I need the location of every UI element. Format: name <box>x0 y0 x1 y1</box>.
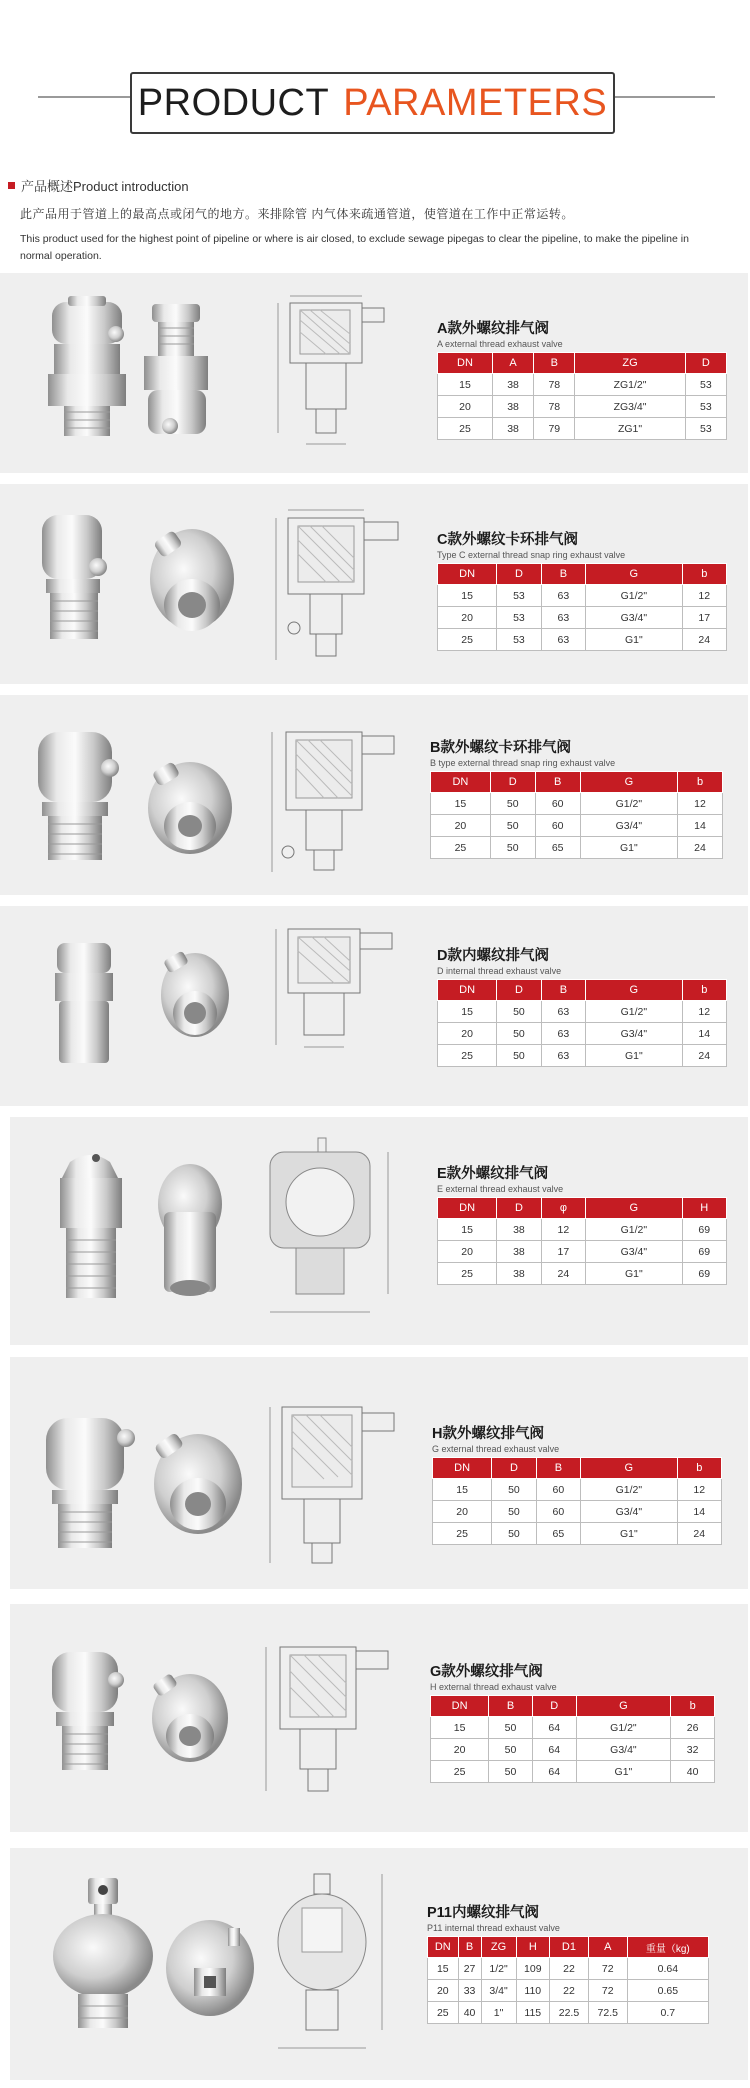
table-header: B <box>541 980 585 1001</box>
table-cell: 60 <box>536 1479 580 1501</box>
table-cell: 20 <box>438 1241 497 1263</box>
table-header: G <box>586 1198 682 1219</box>
table-header: DN <box>438 980 497 1001</box>
table-cell: 115 <box>516 2002 550 2024</box>
table-cell: 53 <box>685 396 726 418</box>
table-header: b <box>678 772 723 793</box>
table-row <box>428 1958 709 1980</box>
table-cell: 50 <box>489 1717 533 1739</box>
technical-drawing-d <box>268 915 418 1070</box>
intro-text-en: This product used for the highest point of pipeline or where is air closed, to exclude sewage pipegas to clear the pipeline, to make the pipeline in normal operation. <box>20 233 689 262</box>
table-row <box>431 1761 715 1783</box>
product-title: A款外螺纹排气阀 <box>437 321 549 337</box>
table-cell: 0.65 <box>627 1980 708 2002</box>
table-row <box>438 396 727 418</box>
table-cell: 27 <box>458 1958 481 1980</box>
table-header: G <box>586 564 682 585</box>
table-header: G <box>581 1458 677 1479</box>
table-cell: 109 <box>516 1958 550 1980</box>
table-cell: 63 <box>541 629 585 651</box>
technical-drawing-p11 <box>262 1868 402 2073</box>
table-cell: 50 <box>492 1501 536 1523</box>
table-row <box>438 418 727 440</box>
technical-drawing-a <box>260 288 420 465</box>
table-cell: ZG1" <box>575 418 685 440</box>
table-cell: 38 <box>497 1263 541 1285</box>
table-cell: 12 <box>682 1001 727 1023</box>
table-header: b <box>682 980 727 1001</box>
header-line-right <box>615 96 715 98</box>
table-cell: 22 <box>550 1958 589 1980</box>
table-cell: 15 <box>433 1479 492 1501</box>
table-cell: 14 <box>682 1023 727 1045</box>
spec-block-d <box>437 944 727 1067</box>
table-cell: 20 <box>438 396 493 418</box>
table-header: G <box>576 1696 671 1717</box>
table-cell: ZG3/4" <box>575 396 685 418</box>
product-introduction <box>8 176 743 265</box>
product-title: H款外螺纹排气阀 <box>432 1426 544 1442</box>
table-header: B <box>541 564 585 585</box>
table-header: H <box>682 1198 727 1219</box>
table-cell: 25 <box>438 1045 497 1067</box>
table-header: DN <box>438 353 493 374</box>
technical-drawing-h <box>262 1385 412 1590</box>
table-cell: 15 <box>431 1717 489 1739</box>
table-cell: G1/2" <box>576 1717 671 1739</box>
table-cell: G3/4" <box>586 1023 682 1045</box>
table-header: A <box>492 353 533 374</box>
table-cell: G3/4" <box>586 607 682 629</box>
table-cell: 24 <box>682 1045 727 1067</box>
table-row <box>433 1479 722 1501</box>
table-header: b <box>677 1458 722 1479</box>
table-cell: 20 <box>438 607 497 629</box>
table-cell: 0.64 <box>627 1958 708 1980</box>
spec-block-a <box>437 317 727 440</box>
product-subtitle: G external thread exhaust valve <box>432 1444 560 1454</box>
table-cell: 64 <box>532 1739 576 1761</box>
product-photo-p11 <box>48 1870 258 2060</box>
table-cell: 38 <box>492 418 533 440</box>
product-photo-a <box>40 290 260 465</box>
bullet-square-icon <box>8 182 15 189</box>
table-header: D <box>497 1198 541 1219</box>
table-header: ZG <box>481 1937 516 1958</box>
table-header-row <box>431 772 723 793</box>
table-cell: 65 <box>535 837 580 859</box>
table-header: D <box>532 1696 576 1717</box>
table-cell: 63 <box>541 1001 585 1023</box>
table-header: DN <box>433 1458 492 1479</box>
table-cell: 50 <box>497 1023 541 1045</box>
table-cell: G1/2" <box>586 1001 682 1023</box>
table-header: D <box>497 980 541 1001</box>
table-row <box>438 374 727 396</box>
table-cell: G1" <box>586 629 682 651</box>
product-title: P11内螺纹排气阀 <box>427 1905 539 1921</box>
table-cell: 50 <box>497 1045 541 1067</box>
table-cell: 25 <box>431 837 491 859</box>
table-cell: 20 <box>428 1980 459 2002</box>
table-cell: 63 <box>541 1023 585 1045</box>
spec-table-c <box>437 563 727 651</box>
table-row <box>438 1001 727 1023</box>
table-cell: 22 <box>550 1980 589 2002</box>
spec-table-d <box>437 979 727 1067</box>
valve-photo-icon <box>42 1638 242 1798</box>
table-row <box>438 585 727 607</box>
table-cell: 50 <box>490 793 535 815</box>
table-cell: 12 <box>541 1219 585 1241</box>
table-header: DN <box>431 1696 489 1717</box>
table-row <box>433 1501 722 1523</box>
table-cell: 24 <box>682 629 727 651</box>
table-cell: 72.5 <box>588 2002 627 2024</box>
table-cell: 65 <box>536 1523 580 1545</box>
table-cell: 72 <box>588 1980 627 2002</box>
table-header: B <box>534 353 575 374</box>
spec-table-g <box>430 1695 715 1783</box>
table-header: D1 <box>550 1937 589 1958</box>
table-cell: 20 <box>431 815 491 837</box>
table-cell: 60 <box>535 793 580 815</box>
table-cell: 50 <box>489 1761 533 1783</box>
table-cell: 14 <box>678 815 723 837</box>
table-cell: 78 <box>534 374 575 396</box>
table-cell: 24 <box>678 837 723 859</box>
table-cell: 63 <box>541 585 585 607</box>
spec-block-g <box>430 1660 715 1783</box>
table-cell: 38 <box>497 1241 541 1263</box>
table-cell: 26 <box>671 1717 715 1739</box>
spec-table-e <box>437 1197 727 1285</box>
product-photo-c <box>30 505 250 670</box>
product-subtitle: H external thread exhaust valve <box>430 1682 557 1692</box>
product-title: C款外螺纹卡环排气阀 <box>437 532 578 548</box>
table-cell: G1" <box>580 837 677 859</box>
table-header: D <box>490 772 535 793</box>
table-cell: 50 <box>490 815 535 837</box>
table-row <box>438 1241 727 1263</box>
table-cell: 33 <box>458 1980 481 2002</box>
title-word-parameters: PARAMETERS <box>343 81 608 124</box>
table-cell: 79 <box>534 418 575 440</box>
table-cell: G1" <box>581 1523 677 1545</box>
table-cell: 72 <box>588 1958 627 1980</box>
table-cell: 15 <box>438 585 497 607</box>
intro-heading-text: 产品概述Product introduction <box>21 179 189 194</box>
table-cell: 0.7 <box>627 2002 708 2024</box>
title-word-product: PRODUCT <box>137 81 330 124</box>
table-cell: 1" <box>481 2002 516 2024</box>
spec-block-p11 <box>427 1901 709 2024</box>
table-cell: 25 <box>431 1761 489 1783</box>
product-subtitle: D internal thread exhaust valve <box>437 966 562 976</box>
product-title: D款内螺纹排气阀 <box>437 948 549 964</box>
table-row <box>438 1263 727 1285</box>
table-cell: G1/2" <box>581 1479 677 1501</box>
table-cell: 25 <box>438 418 493 440</box>
table-cell: 24 <box>541 1263 585 1285</box>
table-row <box>438 629 727 651</box>
technical-drawing-e <box>248 1130 408 1335</box>
cross-section-drawing <box>248 1130 408 1330</box>
table-row <box>438 1045 727 1067</box>
table-row <box>431 793 723 815</box>
table-header: H <box>516 1937 550 1958</box>
table-cell: 1/2" <box>481 1958 516 1980</box>
intro-heading <box>8 176 743 195</box>
table-row <box>438 1219 727 1241</box>
spec-table-p11 <box>427 1936 709 2024</box>
table-header-row <box>431 1696 715 1717</box>
table-header: DN <box>438 564 497 585</box>
table-header-row <box>433 1458 722 1479</box>
spec-table-b <box>430 771 723 859</box>
spec-block-c <box>437 528 727 651</box>
table-cell: 17 <box>541 1241 585 1263</box>
table-cell: G1/2" <box>586 585 682 607</box>
table-header: φ <box>541 1198 585 1219</box>
table-cell: 25 <box>438 1263 497 1285</box>
table-cell: 25 <box>438 629 497 651</box>
table-cell: G3/4" <box>580 815 677 837</box>
table-cell: 40 <box>458 2002 481 2024</box>
page-title <box>130 72 615 134</box>
spec-table-h <box>432 1457 722 1545</box>
valve-photo-icon <box>30 718 250 878</box>
table-cell: 78 <box>534 396 575 418</box>
product-photo-b <box>30 718 250 883</box>
table-header: b <box>682 564 727 585</box>
product-subtitle: B type external thread snap ring exhaust valve <box>430 758 616 768</box>
table-row <box>438 607 727 629</box>
table-cell: G1" <box>576 1761 671 1783</box>
table-header: DN <box>438 1198 497 1219</box>
table-cell: 60 <box>536 1501 580 1523</box>
spec-block-h <box>432 1422 722 1545</box>
table-cell: 63 <box>541 1045 585 1067</box>
cross-section-drawing <box>258 1625 408 1820</box>
table-cell: 64 <box>532 1717 576 1739</box>
table-cell: 50 <box>489 1739 533 1761</box>
valve-photo-icon <box>40 1398 250 1568</box>
table-cell: 15 <box>438 1219 497 1241</box>
table-cell: 15 <box>438 374 493 396</box>
technical-drawing-b <box>262 712 412 892</box>
table-cell: 50 <box>497 1001 541 1023</box>
table-header-row <box>438 564 727 585</box>
table-cell: G1/2" <box>586 1219 682 1241</box>
technical-drawing-g <box>258 1625 408 1825</box>
table-cell: 63 <box>541 607 585 629</box>
cross-section-drawing <box>268 500 418 675</box>
intro-text-cn: 此产品用于管道上的最高点或闭气的地方。来排除管 内气体来疏通管道，使管道在工作中正常运转。 <box>20 207 574 221</box>
table-cell: 50 <box>492 1479 536 1501</box>
table-header: B <box>535 772 580 793</box>
table-cell: 15 <box>431 793 491 815</box>
table-row <box>433 1523 722 1545</box>
table-cell: 69 <box>682 1241 727 1263</box>
product-photo-g <box>42 1638 242 1803</box>
table-header-row <box>438 1198 727 1219</box>
product-title: E款外螺纹排气阀 <box>437 1166 549 1182</box>
table-row <box>431 815 723 837</box>
table-header: G <box>586 980 682 1001</box>
table-cell: 25 <box>433 1523 492 1545</box>
table-row <box>431 837 723 859</box>
table-cell: 3/4" <box>481 1980 516 2002</box>
table-cell: 14 <box>677 1501 722 1523</box>
table-header-row <box>428 1937 709 1958</box>
table-cell: 20 <box>431 1739 489 1761</box>
cross-section-drawing <box>262 1385 412 1585</box>
product-subtitle: A external thread exhaust valve <box>437 339 563 349</box>
cross-section-drawing <box>268 915 418 1065</box>
product-photo-e <box>40 1148 240 1323</box>
table-cell: 12 <box>682 585 727 607</box>
table-cell: 15 <box>438 1001 497 1023</box>
table-row <box>438 1023 727 1045</box>
table-cell: 53 <box>685 418 726 440</box>
table-cell: 20 <box>433 1501 492 1523</box>
valve-photo-icon <box>45 935 245 1085</box>
cross-section-drawing <box>262 1868 402 2068</box>
table-header: B <box>536 1458 580 1479</box>
table-cell: 60 <box>535 815 580 837</box>
table-header: A <box>588 1937 627 1958</box>
table-header: D <box>492 1458 536 1479</box>
table-header-row <box>438 980 727 1001</box>
table-cell: 12 <box>677 1479 722 1501</box>
table-row <box>431 1717 715 1739</box>
table-cell: 12 <box>678 793 723 815</box>
spec-block-b <box>430 736 723 859</box>
table-cell: G3/4" <box>576 1739 671 1761</box>
table-cell: 38 <box>492 374 533 396</box>
product-subtitle: Type C external thread snap ring exhaust valve <box>437 550 626 560</box>
table-cell: G1" <box>586 1263 682 1285</box>
table-header: b <box>671 1696 715 1717</box>
table-cell: ZG1/2" <box>575 374 685 396</box>
valve-photo-icon <box>40 1148 240 1318</box>
table-cell: 40 <box>671 1761 715 1783</box>
table-cell: 32 <box>671 1739 715 1761</box>
table-header-row <box>438 353 727 374</box>
table-cell: 69 <box>682 1219 727 1241</box>
table-header: G <box>580 772 677 793</box>
spec-block-e <box>437 1162 727 1285</box>
technical-drawing-c <box>268 500 418 680</box>
table-cell: 38 <box>497 1219 541 1241</box>
table-row <box>428 1980 709 2002</box>
table-cell: 20 <box>438 1023 497 1045</box>
table-cell: G3/4" <box>581 1501 677 1523</box>
table-header: ZG <box>575 353 685 374</box>
valve-photo-icon <box>40 290 260 460</box>
table-cell: 22.5 <box>550 2002 589 2024</box>
cross-section-drawing <box>262 712 412 887</box>
table-cell: 53 <box>685 374 726 396</box>
valve-photo-icon <box>30 505 250 665</box>
table-row <box>431 1739 715 1761</box>
table-header: 重量（kg) <box>627 1937 708 1958</box>
table-cell: 15 <box>428 1958 459 1980</box>
table-row <box>428 2002 709 2024</box>
product-title: G款外螺纹排气阀 <box>430 1664 543 1680</box>
table-cell: 25 <box>428 2002 459 2024</box>
table-header: DN <box>428 1937 459 1958</box>
table-cell: 50 <box>492 1523 536 1545</box>
table-cell: 53 <box>497 607 541 629</box>
table-header: B <box>458 1937 481 1958</box>
product-subtitle: P11 internal thread exhaust valve <box>427 1923 560 1933</box>
table-cell: G1" <box>586 1045 682 1067</box>
table-header: D <box>497 564 541 585</box>
product-photo-d <box>45 935 245 1090</box>
table-cell: G1/2" <box>580 793 677 815</box>
table-cell: 24 <box>677 1523 722 1545</box>
table-cell: 53 <box>497 629 541 651</box>
table-cell: 38 <box>492 396 533 418</box>
table-cell: 64 <box>532 1761 576 1783</box>
table-cell: 53 <box>497 585 541 607</box>
table-header: DN <box>431 772 491 793</box>
product-photo-h <box>40 1398 250 1573</box>
cross-section-drawing <box>260 288 420 460</box>
table-cell: 110 <box>516 1980 550 2002</box>
product-subtitle: E external thread exhaust valve <box>437 1184 564 1194</box>
product-title: B款外螺纹卡环排气阀 <box>430 740 571 756</box>
table-header: D <box>685 353 726 374</box>
table-cell: 69 <box>682 1263 727 1285</box>
table-cell: 17 <box>682 607 727 629</box>
valve-photo-icon <box>48 1870 258 2055</box>
table-header: B <box>489 1696 533 1717</box>
header-line-left <box>38 96 130 98</box>
spec-table-a <box>437 352 727 440</box>
table-cell: G3/4" <box>586 1241 682 1263</box>
table-cell: 50 <box>490 837 535 859</box>
